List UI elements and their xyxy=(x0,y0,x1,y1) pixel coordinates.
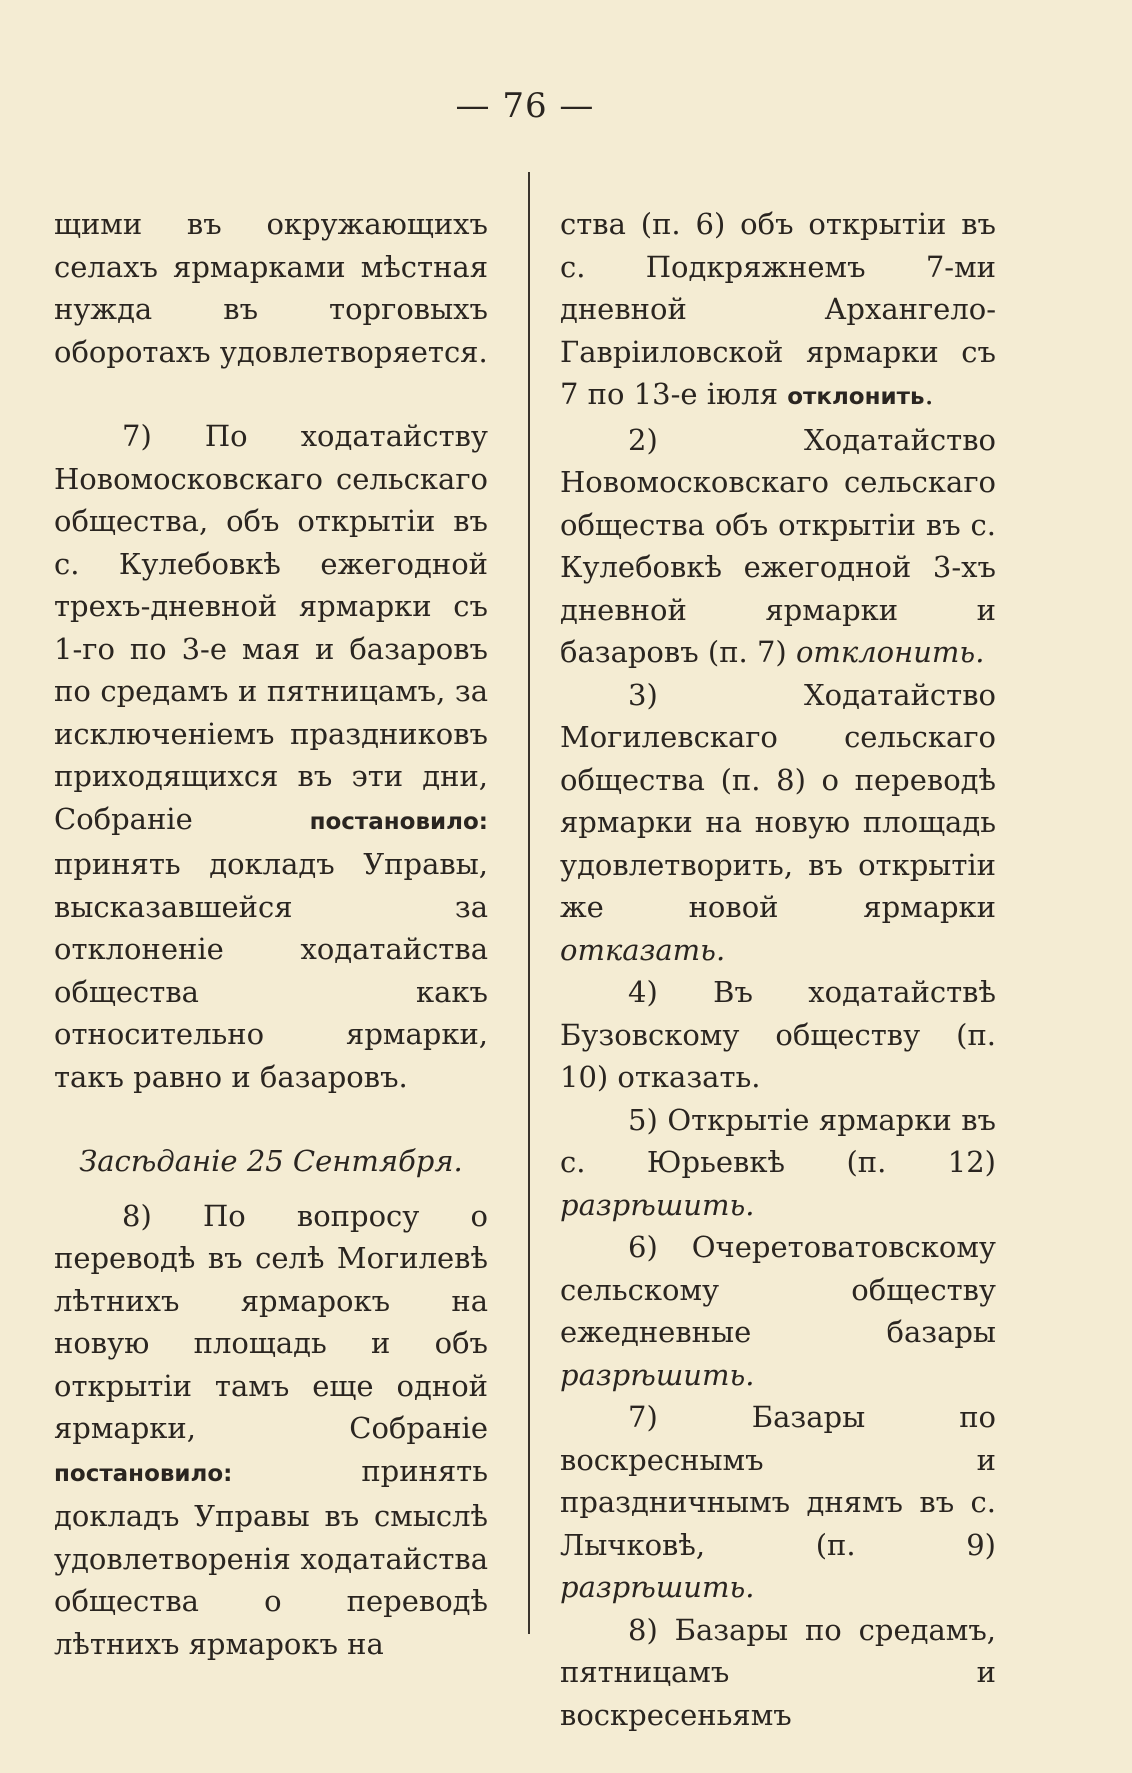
item-7-text: 7) По ходатайству Новомосковскаго сельскаго общества, объ открытіи въ с. Кулебовкѣ ежегодной трехъ-дневной ярмарки съ 1-го по 3-е мая и базаровъ по средамъ и пятницамъ, за исключеніемъ праздниковъ приходящихся въ эти дни, Собраніе xyxy=(54,419,488,836)
right-paragraph-3 xyxy=(560,674,996,972)
right-paragraph-2 xyxy=(560,419,996,674)
right-paragraph-5 xyxy=(560,1099,996,1227)
r1-end: . xyxy=(924,377,934,411)
right-paragraph-1 xyxy=(560,203,996,419)
resolution-keyword: постановило: xyxy=(54,1460,233,1487)
page-number: — 76 — xyxy=(455,86,595,126)
r5-decision: разрѣшить. xyxy=(560,1187,755,1222)
item-8-decision: принять докладъ Управы въ смыслѣ удовлетворенія ходатайства общества о переводѣ лѣтнихъ ярмарокъ на xyxy=(54,1453,488,1661)
r2-decision: отклонить. xyxy=(795,635,985,669)
left-column xyxy=(54,203,488,1665)
right-paragraph-7 xyxy=(560,1396,996,1609)
right-paragraph-8: 8) Базары по средамъ, пятницамъ и воскресеньямъ xyxy=(560,1612,996,1732)
r1-decision: отклонить xyxy=(787,384,925,410)
paragraph-item-7 xyxy=(54,415,488,1098)
column-divider xyxy=(528,172,530,1634)
r3-decision: отказать. xyxy=(560,932,726,967)
paragraph-continuation: щими въ окружающихъ селахъ ярмарками мѣстная нужда въ торговыхъ оборотахъ удовлетворяется. xyxy=(54,207,488,369)
right-paragraph-6 xyxy=(560,1226,996,1396)
session-heading: Засѣданіе 25 Сентября. xyxy=(79,1144,463,1178)
r6-text: 6) Очеретоватовскому сельскому обществу ежедневные базары xyxy=(560,1230,996,1349)
resolution-keyword: постановило: xyxy=(309,808,488,835)
r3-text: 3) Ходатайство Могилевскаго сельскаго общества (п. 8) о переводѣ ярмарки на новую площадь удовлетворить, въ открытіи же новой ярмарки xyxy=(560,677,996,924)
r1-text: ства (п. 6) объ открытіи въ с. Подкряжнемъ 7-ми дневной Архангело-Гавріиловской ярмарки съ 7 по 13-е іюля xyxy=(560,207,996,411)
paragraph-item-8 xyxy=(54,1195,488,1666)
r5-text: 5) Открытіе ярмарки въ с. Юрьевкѣ (п. 12) xyxy=(560,1102,996,1179)
r2-text: 2) Ходатайство Новомосковскаго сельскаго общества объ открытіи въ с. Кулебовкѣ ежегодной 3-хъ дневной ярмарки и базаровъ (п. 7) xyxy=(560,422,996,669)
r7-text: 7) Базары по воскреснымъ и праздничнымъ днямъ въ с. Лычковѣ, (п. 9) xyxy=(560,1400,996,1562)
r7-decision: разрѣшить. xyxy=(560,1570,755,1604)
item-8-text: 8) По вопросу о переводѣ въ селѣ Могилевѣ лѣтнихъ ярмарокъ на новую площадь и объ открытіи тамъ еще одной ярмарки, Собраніе xyxy=(54,1198,488,1445)
right-column xyxy=(560,203,996,1736)
r6-decision: разрѣшить. xyxy=(560,1357,755,1392)
right-paragraph-4: 4) Въ ходатайствѣ Бузовскому обществу (п. 10) отказать. xyxy=(560,975,996,1094)
item-7-decision: принять докладъ Управы, высказавшейся за отклоненіе ходатайства общества какъ относительно ярмарки, такъ равно и базаровъ. xyxy=(54,847,488,1094)
